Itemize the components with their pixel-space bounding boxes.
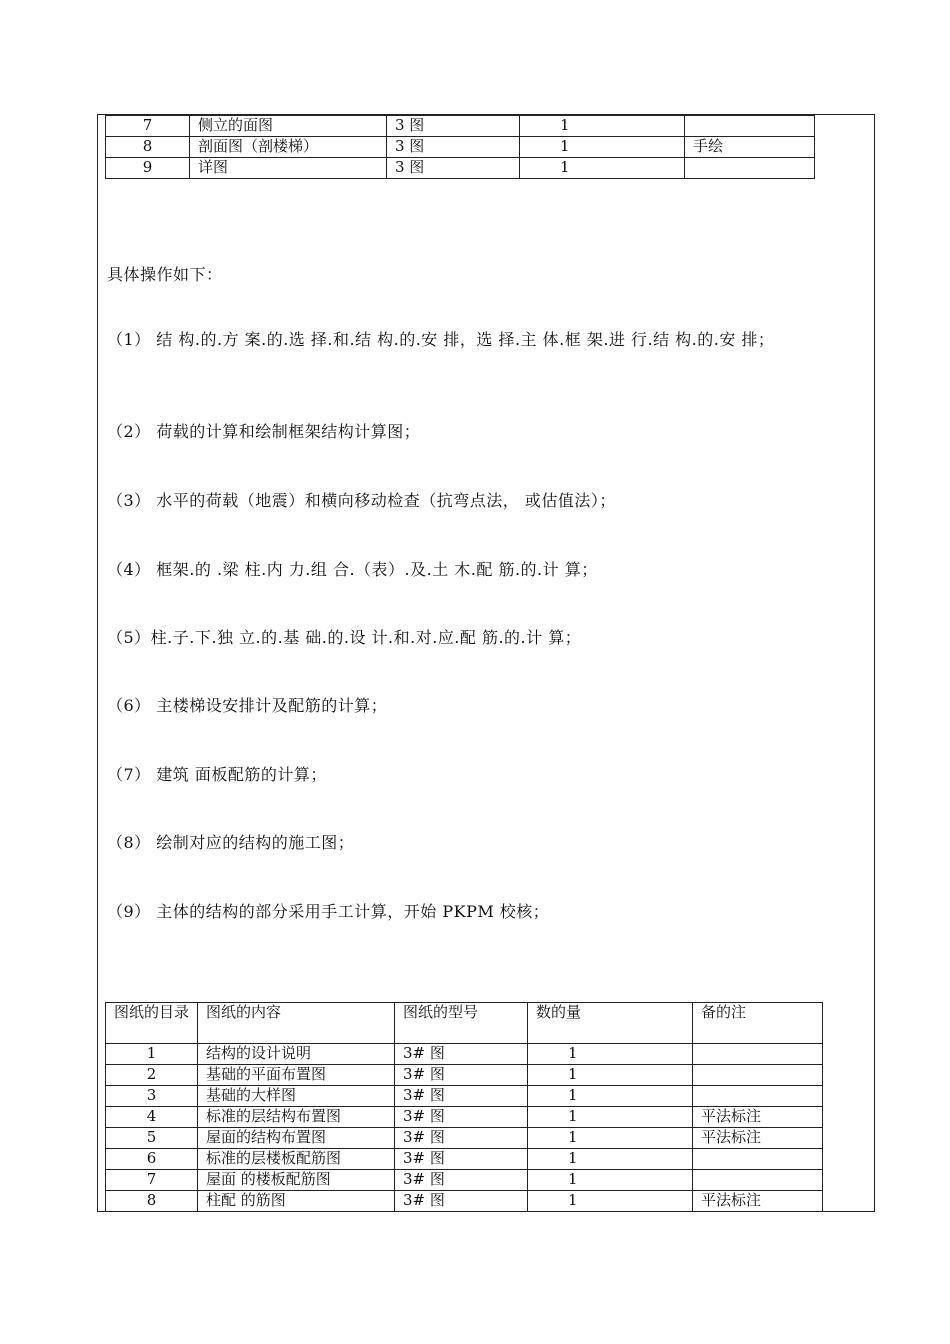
table-cell <box>693 1086 823 1107</box>
table-cell: 1 <box>520 158 685 179</box>
table-cell: 1 <box>528 1086 693 1107</box>
table-cell: 8 <box>106 137 190 158</box>
table-cell: 3# 图 <box>395 1065 528 1086</box>
table-cell: 3 图 <box>387 116 520 137</box>
table-cell <box>685 116 815 137</box>
table-cell: 3# 图 <box>395 1086 528 1107</box>
table-cell: 1 <box>528 1191 693 1212</box>
table-cell: 手绘 <box>685 137 815 158</box>
table-cell: 8 <box>106 1191 198 1212</box>
step-9: （9） 主体的结构的部分采用手工计算，开始 PKPM 校核； <box>107 902 550 921</box>
column-header: 备的注 <box>693 1003 823 1044</box>
step-5: （5）柱.子.下.独 立.的.基 础.的.设 计.和.对.应.配 筋.的.计 算； <box>107 628 582 647</box>
table-cell: 标准的层楼板配筋图 <box>198 1149 395 1170</box>
table-cell: 1 <box>528 1065 693 1086</box>
step-1: （1） 结 构.的.方 案.的.选 择.和.结 构.的.安 排，选 择.主 体.框 架.进 行.结 构.的.安 排； <box>107 330 775 349</box>
table-cell: 6 <box>106 1149 198 1170</box>
step-3: （3） 水平的荷载（地震）和横向移动检查（抗弯点法， 或估值法）； <box>107 491 616 510</box>
step-6: （6） 主楼梯设安排计及配筋的计算； <box>107 696 388 715</box>
table-cell: 剖面图（剖楼梯） <box>190 137 387 158</box>
table-cell: 1 <box>528 1128 693 1149</box>
table-cell: 1 <box>528 1044 693 1065</box>
table-cell <box>693 1149 823 1170</box>
table-header-row <box>106 1003 823 1044</box>
table-row <box>106 1065 823 1086</box>
table-cell: 9 <box>106 158 190 179</box>
table-cell: 1 <box>528 1170 693 1191</box>
step-4: （4） 框架.的 .梁 柱.内 力.组 合.（表）.及.土 木.配 筋.的.计 算； <box>107 560 598 579</box>
table-row <box>106 1044 823 1065</box>
table-cell: 基础的平面布置图 <box>198 1065 395 1086</box>
table-row <box>106 1191 823 1212</box>
step-7: （7） 建筑 面板配筋的计算； <box>107 765 327 784</box>
table-cell: 3# 图 <box>395 1044 528 1065</box>
table-cell: 2 <box>106 1065 198 1086</box>
table-cell: 1 <box>520 116 685 137</box>
table-cell: 5 <box>106 1128 198 1149</box>
intro-text: 具体操作如下： <box>107 265 223 284</box>
table-cell <box>685 158 815 179</box>
step-2: （2） 荷载的计算和绘制框架结构计算图； <box>107 422 421 441</box>
table-row <box>106 1128 823 1149</box>
table-cell: 7 <box>106 116 190 137</box>
table-row <box>106 1107 823 1128</box>
table-cell: 1 <box>520 137 685 158</box>
table-cell: 3 <box>106 1086 198 1107</box>
table-cell: 3# 图 <box>395 1149 528 1170</box>
table-cell: 屋面的结构布置图 <box>198 1128 395 1149</box>
column-header: 图纸的目录 <box>106 1003 198 1044</box>
table-cell: 基础的大样图 <box>198 1086 395 1107</box>
table-cell: 4 <box>106 1107 198 1128</box>
table-cell: 标准的层结构布置图 <box>198 1107 395 1128</box>
table-cell: 7 <box>106 1170 198 1191</box>
drawing-table-top <box>105 115 815 179</box>
table-cell: 3# 图 <box>395 1128 528 1149</box>
table-cell: 3# 图 <box>395 1191 528 1212</box>
table-row <box>106 1149 823 1170</box>
table-cell: 1 <box>528 1149 693 1170</box>
table-cell: 1 <box>528 1107 693 1128</box>
table-cell: 平法标注 <box>693 1107 823 1128</box>
table-row <box>106 1170 823 1191</box>
drawing-list-table <box>105 1002 823 1212</box>
column-header: 数的量 <box>528 1003 693 1044</box>
table-cell: 侧立的面图 <box>190 116 387 137</box>
table-row <box>106 158 815 179</box>
table-cell: 3 图 <box>387 137 520 158</box>
table-cell: 平法标注 <box>693 1191 823 1212</box>
table-cell: 平法标注 <box>693 1128 823 1149</box>
column-header: 图纸的型号 <box>395 1003 528 1044</box>
table-cell: 结构的设计说明 <box>198 1044 395 1065</box>
table-cell: 详图 <box>190 158 387 179</box>
table-cell <box>693 1170 823 1191</box>
table-cell: 3# 图 <box>395 1170 528 1191</box>
table-cell: 3 图 <box>387 158 520 179</box>
table-row <box>106 137 815 158</box>
table-row <box>106 116 815 137</box>
table-cell <box>693 1065 823 1086</box>
step-8: （8） 绘制对应的结构的施工图； <box>107 833 355 852</box>
table-cell <box>693 1044 823 1065</box>
table-cell: 3# 图 <box>395 1107 528 1128</box>
table-row <box>106 1086 823 1107</box>
table-cell: 屋面 的楼板配筋图 <box>198 1170 395 1191</box>
table-cell: 1 <box>106 1044 198 1065</box>
column-header: 图纸的内容 <box>198 1003 395 1044</box>
table-cell: 柱配 的筋图 <box>198 1191 395 1212</box>
